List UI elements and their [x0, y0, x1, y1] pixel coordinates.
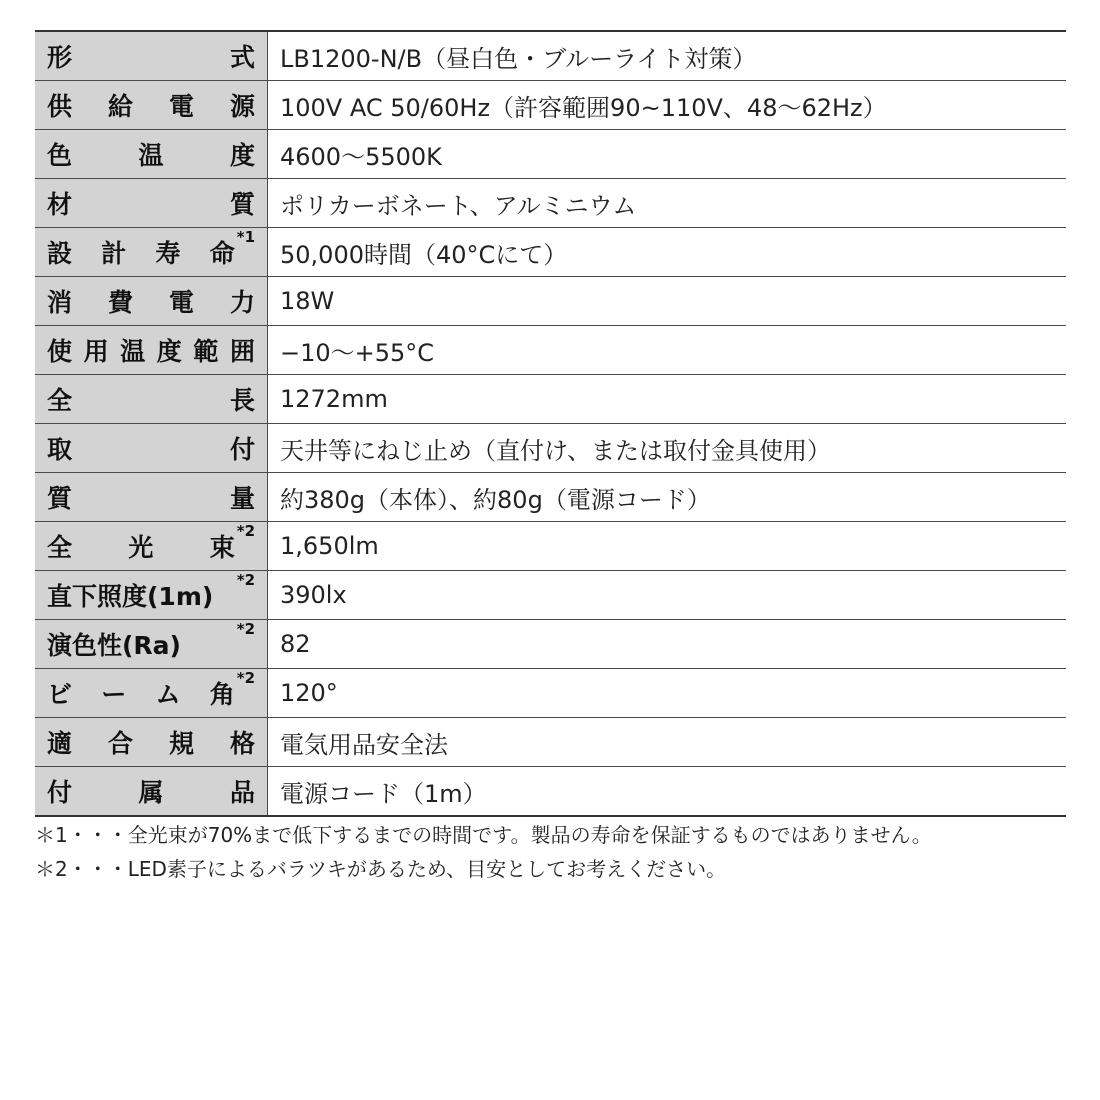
footnote-mark: *2 — [236, 669, 255, 687]
footnote-2: ＊2・・・LED素子によるバラツキがあるため、目安としてお考えください。 — [35, 857, 727, 881]
spec-label: 全 光 束 — [47, 533, 235, 562]
spec-label: 直下照度(1m) — [47, 582, 214, 611]
footnote-mark: *2 — [236, 571, 255, 589]
spec-value: 18W — [280, 287, 335, 315]
spec-label: 消 費 電 力 — [47, 288, 255, 317]
spec-label: 色 温 度 — [47, 141, 255, 170]
footnote-mark: *2 — [236, 620, 255, 638]
spec-value: LB1200-N/B（昼白色・ブルーライト対策） — [280, 44, 757, 73]
spec-row-color-rendering — [35, 620, 1066, 669]
spec-row-length — [35, 375, 1066, 424]
spec-row-power-consumption — [35, 277, 1066, 326]
spec-row-luminous-flux — [35, 522, 1066, 571]
spec-value: 電源コード（1m） — [280, 779, 487, 808]
spec-value: 1272mm — [280, 385, 388, 413]
spec-value: 390lx — [280, 581, 347, 609]
footnotes — [35, 818, 1075, 886]
spec-value: 1,650lm — [280, 532, 379, 560]
spec-row-material — [35, 179, 1066, 228]
spec-row-standards — [35, 718, 1066, 767]
spec-row-power-supply — [35, 81, 1066, 130]
spec-label: 形 式 — [47, 43, 255, 72]
spec-label: 材 質 — [47, 190, 255, 219]
spec-label: 全 長 — [47, 386, 255, 415]
spec-value: −10～+55°C — [280, 338, 435, 367]
footnote-1: ＊1・・・全光束が70%まで低下するまでの時間です。製品の寿命を保証するものではありません。 — [35, 823, 932, 847]
spec-row-mounting — [35, 424, 1066, 473]
spec-label: ビ ー ム 角 — [47, 680, 235, 709]
spec-value: ポリカーボネート、アルミニウム — [280, 191, 637, 220]
spec-label: 適 合 規 格 — [47, 729, 255, 758]
spec-value: 50,000時間（40°Cにて） — [280, 240, 568, 269]
spec-value: 約380g（本体）、約80g（電源コード） — [280, 485, 711, 514]
spec-row-color-temperature — [35, 130, 1066, 179]
spec-row-operating-temperature — [35, 326, 1066, 375]
spec-row-accessories — [35, 767, 1066, 817]
spec-label: 付 属 品 — [47, 778, 255, 807]
spec-value: 天井等にねじ止め（直付け、または取付金具使用） — [280, 436, 832, 465]
spec-label: 設 計 寿 命 — [47, 239, 235, 268]
spec-row-beam-angle — [35, 669, 1066, 718]
spec-value: 82 — [280, 630, 311, 658]
spec-value: 4600～5500K — [280, 142, 442, 171]
spec-value: 電気用品安全法 — [280, 730, 448, 759]
spec-value: 120° — [280, 679, 338, 707]
spec-label: 演色性(Ra) — [47, 631, 181, 660]
spec-table — [35, 30, 1066, 817]
spec-label: 取 付 — [47, 435, 255, 464]
spec-label: 質 量 — [47, 484, 255, 513]
spec-label: 使 用 温 度 範 囲 — [47, 337, 255, 366]
spec-row-mass — [35, 473, 1066, 522]
spec-label: 供 給 電 源 — [47, 92, 255, 121]
footnote-mark: *2 — [236, 522, 255, 540]
spec-value: 100V AC 50/60Hz（許容範囲90~110V、48～62Hz） — [280, 93, 887, 122]
spec-row-design-life — [35, 228, 1066, 277]
footnote-mark: *1 — [236, 228, 255, 246]
spec-row-illuminance — [35, 571, 1066, 620]
spec-row-form — [35, 31, 1066, 81]
